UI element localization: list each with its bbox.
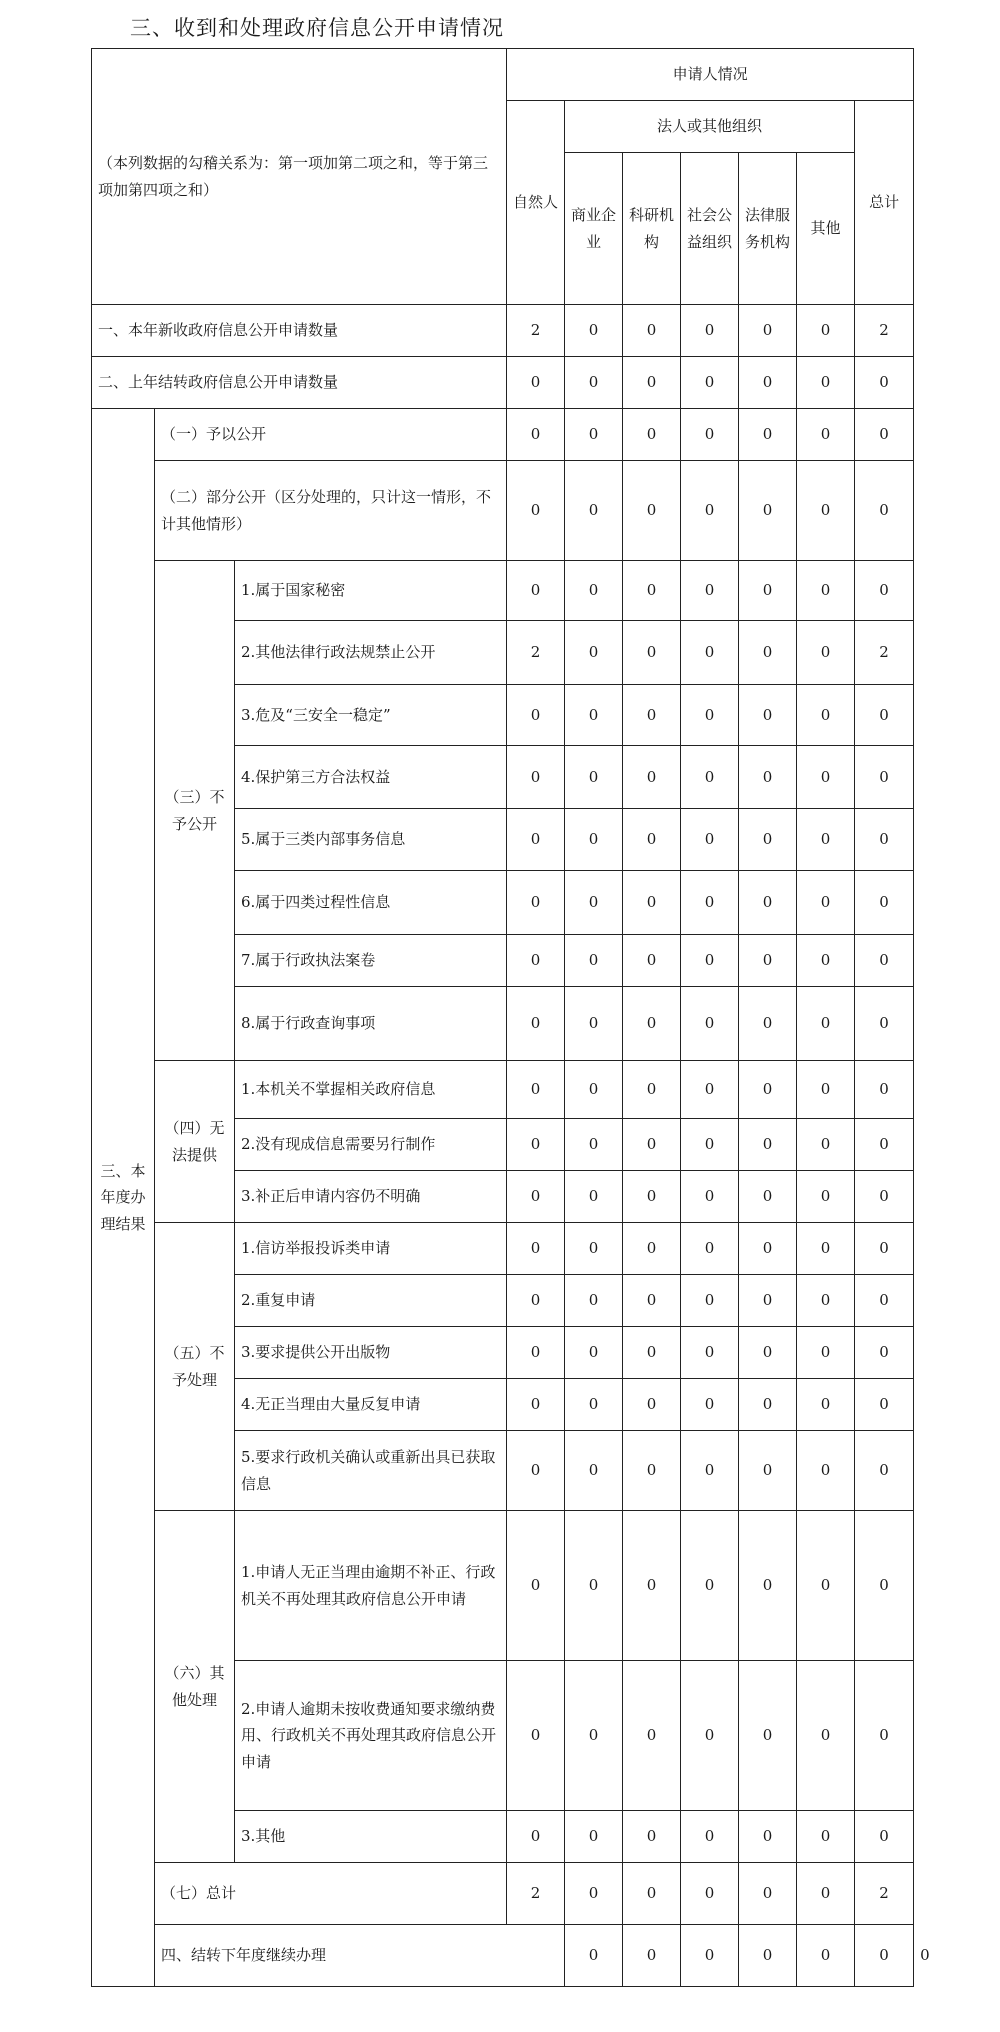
row-label: 4.无正当理由大量反复申请	[235, 1379, 507, 1431]
value-cell: 2	[855, 305, 914, 357]
value-cell: 0	[681, 809, 739, 871]
value-cell: 0	[739, 871, 797, 935]
value-cell: 0	[623, 1431, 681, 1511]
row-label: 4.保护第三方合法权益	[235, 746, 507, 809]
value-cell: 0	[797, 1925, 855, 1987]
value-cell: 0	[681, 1119, 739, 1171]
value-cell: 0	[507, 1379, 565, 1431]
value-cell: 0	[797, 1431, 855, 1511]
value-cell: 0	[565, 1431, 623, 1511]
value-cell: 0	[565, 1327, 623, 1379]
value-cell: 0	[797, 357, 855, 409]
value-cell: 0	[623, 1327, 681, 1379]
group-label: （四）无法提供	[155, 1061, 235, 1223]
row-label: （七）总计	[155, 1863, 507, 1925]
value-cell: 0	[739, 1925, 797, 1987]
value-cell: 0	[739, 1379, 797, 1431]
natural-person-header: 自然人	[507, 101, 565, 305]
info-disclosure-table: （本列数据的勾稽关系为：第一项加第二项之和，等于第三项加第四项之和） 申请人情况 自然人 法人或其他组织 总计 商业企业 科研机构 社会公益组织 法律服务机构 其他 一、本年新收政府信息公开申请数量 2 0 0 0 0 0 2 二、上年结转政府信息公开申请数量 0 0 0 0 0 0 0 三、本年度办理结果 （一）予以公开 0 0 0 0 0 0 0 （二）部分公开（区分处理的，只计这一情形，不计其他情形） 0 0 0 0 0 0 0 （三）不予公开 1.属于国家秘密 0 0 0 0 0 0 0 2.其他法律行政法规禁止公开 2 0 0 0 0 0 2 3.危及“三安全一稳定” 0 0 0 0 0 0 0 4.保护第三方合法权益 0 0 0 0 0 0 0 5.属于三类内部事务信息 0 0 0 0 0 0 0 6.属于四类过程性信息 0 0 0 0 0 0 0 7.属于行政执法案卷 0 0 0 0 0 0 0 8.属于行政查询事项 0 0 0 0 0 0 0 （四）无法提供 1.本机关不掌握相关政府信息 0 0 0 0 0 0 0 2.没有现成信息需要另行制作 0 0 0 0 0 0 0 3.补正后申请内容仍不明确 0 0 0 0 0 0 0 （五）不予处理 1.信访举报投诉类申请 0 0 0 0 0 0 0 2.重复申请 0 0 0 0 0 0 0 3.要求提供公开出版物 0 0 0 0 0 0 0 4.无正当理由大量反复申请 0 0 0 0 0 0 0 5.要求行政机关确认或重新出具已获取信息 0 0 0 0 0 0 0 （六）其他处理 1.申请人无正当理由逾期不补正、行政机关不再处理其政府信息公开申请 0 0 0 0 0 0 0 2.申请人逾期未按收费通知要求缴纳费用、行政机关不再处理其政府信息公开申请 0 0 0 0 0 0 0 3.其他 0 0 0 0 0 0 0 （七）总计 2 0 0 0 0 0 2 四、结转下年度继续办理 0 0 0 0 0 0 0	[91, 48, 914, 1987]
value-cell: 0	[507, 561, 565, 621]
business-header: 商业企业	[565, 153, 623, 305]
value-cell: 0	[739, 409, 797, 461]
row-label: 1.本机关不掌握相关政府信息	[235, 1061, 507, 1119]
value-cell: 0	[797, 1327, 855, 1379]
row-label: 1.信访举报投诉类申请	[235, 1223, 507, 1275]
value-cell: 0	[623, 1119, 681, 1171]
value-cell: 0	[855, 1511, 914, 1661]
row-label: 3.要求提供公开出版物	[235, 1327, 507, 1379]
value-cell: 0	[681, 987, 739, 1061]
row-label: 1.属于国家秘密	[235, 561, 507, 621]
value-cell: 0	[855, 1327, 914, 1379]
value-cell: 0	[623, 935, 681, 987]
value-cell: 0	[739, 1661, 797, 1811]
row-label: （一）予以公开	[155, 409, 507, 461]
value-cell: 0	[855, 1061, 914, 1119]
value-cell: 0	[855, 1431, 914, 1511]
value-cell: 0	[507, 1661, 565, 1811]
value-cell: 0	[681, 871, 739, 935]
row-label: 二、上年结转政府信息公开申请数量	[92, 357, 507, 409]
applicant-situation-header: 申请人情况	[507, 49, 914, 101]
value-cell: 0	[565, 1863, 623, 1925]
value-cell: 0	[739, 987, 797, 1061]
value-cell: 0	[507, 357, 565, 409]
value-cell: 0	[855, 987, 914, 1061]
value-cell: 0	[565, 1811, 623, 1863]
value-cell: 0	[797, 1119, 855, 1171]
group-label: （六）其他处理	[155, 1511, 235, 1863]
value-cell: 0	[623, 809, 681, 871]
value-cell: 0	[855, 1379, 914, 1431]
value-cell: 0	[739, 1811, 797, 1863]
value-cell: 0	[739, 1431, 797, 1511]
value-cell: 0	[681, 409, 739, 461]
value-cell: 0	[565, 1511, 623, 1661]
value-cell: 0	[623, 746, 681, 809]
value-cell: 0	[797, 935, 855, 987]
value-cell: 0	[623, 1811, 681, 1863]
value-cell: 0	[739, 1061, 797, 1119]
value-cell: 0	[681, 1431, 739, 1511]
row-label: 2.重复申请	[235, 1275, 507, 1327]
value-cell: 0	[797, 1223, 855, 1275]
group-label: （五）不予处理	[155, 1223, 235, 1511]
value-cell: 0	[855, 871, 914, 935]
value-cell: 0	[507, 746, 565, 809]
value-cell: 0	[565, 685, 623, 746]
value-cell: 0	[855, 357, 914, 409]
value-cell: 0	[565, 561, 623, 621]
value-cell: 0	[855, 409, 914, 461]
value-cell: 0	[855, 809, 914, 871]
value-cell: 0	[797, 461, 855, 561]
value-cell: 0	[855, 935, 914, 987]
value-cell: 0	[507, 1061, 565, 1119]
row-label: 一、本年新收政府信息公开申请数量	[92, 305, 507, 357]
value-cell: 0	[739, 1863, 797, 1925]
value-cell: 0	[739, 1171, 797, 1223]
value-cell: 0	[623, 305, 681, 357]
value-cell: 0	[507, 1511, 565, 1661]
row-label: 1.申请人无正当理由逾期不补正、行政机关不再处理其政府信息公开申请	[235, 1511, 507, 1661]
value-cell: 2	[507, 305, 565, 357]
value-cell: 0	[739, 1275, 797, 1327]
value-cell: 0	[507, 461, 565, 561]
value-cell: 0	[681, 1811, 739, 1863]
value-cell: 0	[681, 1863, 739, 1925]
legal-service-header: 法律服务机构	[739, 153, 797, 305]
legal-org-header: 法人或其他组织	[565, 101, 855, 153]
value-cell: 0	[797, 305, 855, 357]
value-cell: 0	[507, 987, 565, 1061]
other-header: 其他	[797, 153, 855, 305]
value-cell: 0	[507, 935, 565, 987]
value-cell: 0	[565, 871, 623, 935]
value-cell: 0	[623, 685, 681, 746]
value-cell: 0	[565, 1119, 623, 1171]
row-label: 3.补正后申请内容仍不明确	[235, 1171, 507, 1223]
value-cell: 0	[507, 409, 565, 461]
value-cell: 0	[507, 809, 565, 871]
research-header: 科研机构	[623, 153, 681, 305]
value-cell: 0	[855, 685, 914, 746]
value-cell: 0	[855, 1171, 914, 1223]
value-cell: 0	[623, 621, 681, 685]
value-cell: 2	[855, 1863, 914, 1925]
row-label: 3.危及“三安全一稳定”	[235, 685, 507, 746]
value-cell: 0	[797, 1171, 855, 1223]
value-cell: 0	[855, 746, 914, 809]
value-cell: 0	[797, 621, 855, 685]
value-cell: 0	[797, 871, 855, 935]
value-cell: 0	[565, 935, 623, 987]
value-cell: 0	[739, 935, 797, 987]
value-cell: 0	[681, 1275, 739, 1327]
value-cell: 0	[797, 1863, 855, 1925]
value-cell: 0	[507, 685, 565, 746]
value-cell: 0	[797, 1061, 855, 1119]
row-label: 2.其他法律行政法规禁止公开	[235, 621, 507, 685]
value-cell: 0	[855, 1661, 914, 1811]
value-cell: 0	[855, 1119, 914, 1171]
value-cell: 0	[623, 409, 681, 461]
value-cell: 0	[681, 685, 739, 746]
value-cell: 0	[565, 621, 623, 685]
social-welfare-header: 社会公益组织	[681, 153, 739, 305]
value-cell: 0	[739, 1119, 797, 1171]
value-cell: 0	[855, 1223, 914, 1275]
value-cell: 0	[739, 1511, 797, 1661]
value-cell: 0	[681, 746, 739, 809]
value-cell: 0	[739, 809, 797, 871]
group-label: （三）不予公开	[155, 561, 235, 1061]
value-cell: 0	[681, 1327, 739, 1379]
value-cell: 0	[855, 1811, 914, 1863]
value-cell: 0	[739, 1327, 797, 1379]
value-cell: 2	[855, 621, 914, 685]
row-label: 2.没有现成信息需要另行制作	[235, 1119, 507, 1171]
value-cell: 0	[565, 357, 623, 409]
value-cell: 0	[739, 1223, 797, 1275]
value-cell: 0	[797, 1511, 855, 1661]
value-cell: 0	[797, 1275, 855, 1327]
value-cell: 0	[507, 1223, 565, 1275]
value-cell: 0	[681, 357, 739, 409]
value-cell: 0	[623, 561, 681, 621]
value-cell: 0	[739, 461, 797, 561]
value-cell: 0	[623, 987, 681, 1061]
value-cell: 0	[797, 987, 855, 1061]
value-cell: 0	[681, 1925, 739, 1987]
value-cell: 0	[681, 461, 739, 561]
value-cell: 0	[797, 1661, 855, 1811]
value-cell: 0	[507, 1327, 565, 1379]
value-cell: 0	[855, 461, 914, 561]
value-cell: 0	[681, 1511, 739, 1661]
value-cell: 0	[623, 1223, 681, 1275]
value-cell: 0	[681, 621, 739, 685]
value-cell: 0	[507, 1811, 565, 1863]
value-cell: 0	[565, 746, 623, 809]
value-cell: 0	[681, 1223, 739, 1275]
value-cell: 0	[681, 1171, 739, 1223]
value-cell: 0	[565, 1379, 623, 1431]
value-cell: 0	[681, 1061, 739, 1119]
value-cell: 0	[565, 1223, 623, 1275]
value-cell: 0	[681, 1661, 739, 1811]
value-cell: 0	[507, 871, 565, 935]
value-cell: 0	[739, 561, 797, 621]
value-cell: 0	[565, 1661, 623, 1811]
value-cell: 0	[797, 409, 855, 461]
value-cell: 0	[739, 305, 797, 357]
row-label: 8.属于行政查询事项	[235, 987, 507, 1061]
total-header: 总计	[855, 101, 914, 305]
value-cell: 0	[739, 685, 797, 746]
value-cell: 0	[623, 1925, 681, 1987]
value-cell: 2	[507, 621, 565, 685]
value-cell: 0	[507, 1275, 565, 1327]
value-cell: 0	[797, 685, 855, 746]
value-cell: 0	[681, 305, 739, 357]
value-cell: 0	[797, 1379, 855, 1431]
value-cell: 0	[681, 1379, 739, 1431]
value-cell: 0	[565, 409, 623, 461]
value-cell: 0	[797, 1811, 855, 1863]
value-cell: 0	[623, 1061, 681, 1119]
row-label: 四、结转下年度继续办理	[155, 1925, 565, 1987]
value-cell: 0	[797, 561, 855, 621]
value-cell: 0	[565, 1275, 623, 1327]
value-cell: 0	[855, 1275, 914, 1327]
row-label: 6.属于四类过程性信息	[235, 871, 507, 935]
value-cell: 0	[623, 357, 681, 409]
value-cell: 0	[623, 461, 681, 561]
value-cell: 0	[623, 1511, 681, 1661]
value-cell: 0	[623, 1275, 681, 1327]
value-cell: 0	[623, 1379, 681, 1431]
value-cell: 0	[565, 461, 623, 561]
value-cell: 0	[565, 1171, 623, 1223]
row-label: 5.要求行政机关确认或重新出具已获取信息	[235, 1431, 507, 1511]
value-cell: 0	[507, 1431, 565, 1511]
value-cell: 0	[565, 987, 623, 1061]
value-cell: 0	[565, 305, 623, 357]
value-cell: 0	[739, 746, 797, 809]
row-label: 3.其他	[235, 1811, 507, 1863]
value-cell: 0	[565, 1061, 623, 1119]
value-cell: 0	[681, 935, 739, 987]
value-cell: 0	[507, 1119, 565, 1171]
section-label: 三、本年度办理结果	[92, 409, 155, 1987]
value-cell: 0	[855, 561, 914, 621]
value-cell: 0	[797, 809, 855, 871]
value-cell: 0	[681, 561, 739, 621]
value-cell: 0	[623, 1661, 681, 1811]
value-cell: 0	[565, 1925, 623, 1987]
value-cell: 0	[623, 1863, 681, 1925]
value-cell: 0	[855, 1925, 914, 1987]
value-cell: 0	[797, 746, 855, 809]
value-cell: 0	[739, 357, 797, 409]
relation-note: （本列数据的勾稽关系为：第一项加第二项之和，等于第三项加第四项之和）	[92, 49, 507, 305]
value-cell: 0	[565, 809, 623, 871]
value-cell: 2	[507, 1863, 565, 1925]
row-label: 7.属于行政执法案卷	[235, 935, 507, 987]
page-title: 三、收到和处理政府信息公开申请情况	[130, 16, 504, 40]
row-label: 2.申请人逾期未按收费通知要求缴纳费用、行政机关不再处理其政府信息公开申请	[235, 1661, 507, 1811]
value-cell: 0	[507, 1171, 565, 1223]
value-cell: 0	[623, 1171, 681, 1223]
value-cell: 0	[623, 871, 681, 935]
row-label: 5.属于三类内部事务信息	[235, 809, 507, 871]
row-label: （二）部分公开（区分处理的，只计这一情形，不计其他情形）	[155, 461, 507, 561]
value-cell: 0	[739, 621, 797, 685]
